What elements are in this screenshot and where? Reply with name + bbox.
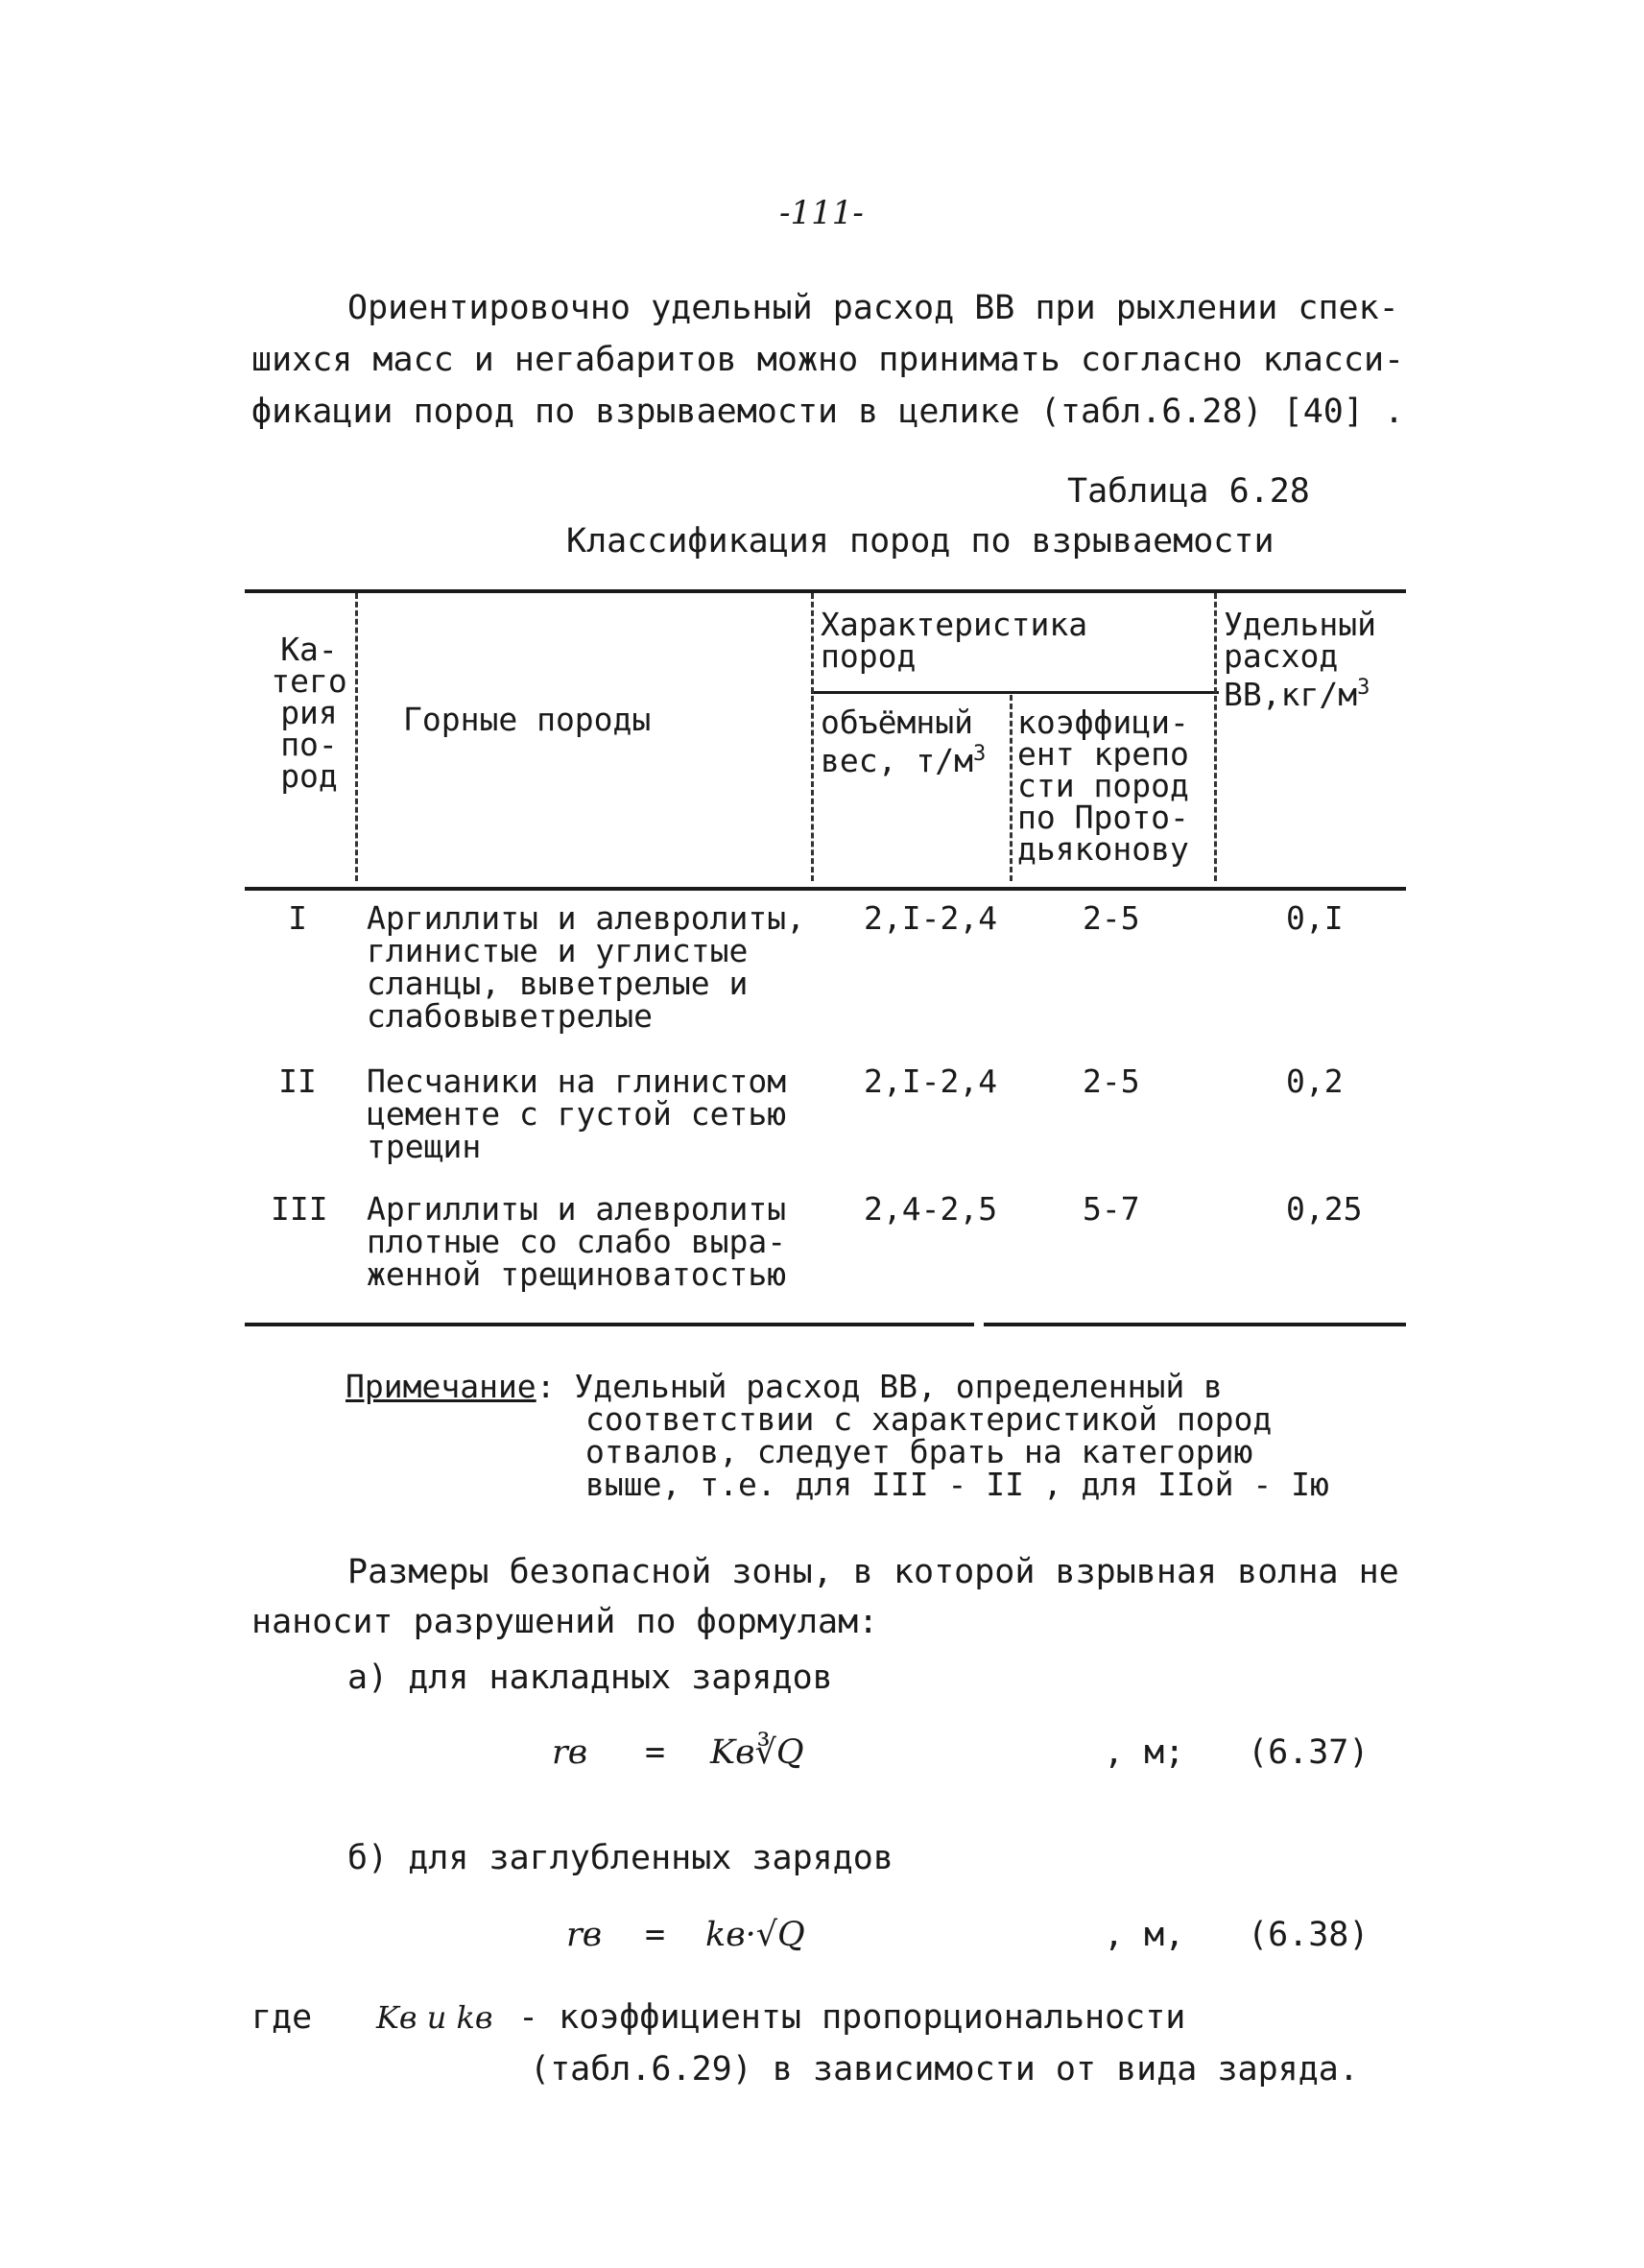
row-rocks-line: глинистые и углистые [367,932,749,969]
row-consumption: 0,2 [1286,1062,1344,1100]
formula-equals: = [645,1733,666,1772]
header-category-line: Ка- [280,631,338,668]
formula-number: (6.38) [1248,1916,1370,1954]
note-label: Примечание [345,1368,536,1405]
row-consumption: 0,25 [1286,1190,1363,1228]
header-category-line: по- [280,726,338,763]
formula-unit: , м; [1104,1733,1185,1772]
formula-rhs: kв·√Q [705,1916,805,1954]
header-category-line: род [280,757,338,795]
intro-line: Ориентировочно удельный расход ВВ при рыхлении спек- [347,289,1399,327]
header-characteristics [821,606,1088,675]
header-strength [1017,704,1189,868]
note-line: отвалов, следует брать на категорию [585,1433,1253,1470]
header-volume-weight-line: вес, т/м [821,742,973,779]
row-volume-weight: 2,4-2,5 [864,1190,998,1228]
header-strength-line: по Прото- [1017,799,1189,836]
row-rocks [367,899,805,1035]
intro-line: фикации пород по взрываемости в целике (табл.6.28) [40] . [251,393,1405,431]
row-rocks-line: женной трещиноватостью [367,1255,787,1293]
note-line: соответствии с характеристикой пород [585,1400,1273,1438]
note-line: : Удельный расход ВВ, определенный в [536,1368,1223,1405]
formula-equals: = [645,1916,666,1954]
header-category-line: тего [271,662,347,700]
where-line: - коэффициенты пропорциональности [518,1998,1186,2037]
where-line: (табл.6.29) в зависимости от вида заряда. [530,2050,1359,2089]
case-b-label: б) для заглубленных зарядов [347,1839,893,1877]
row-volume-weight: 2,I-2,4 [864,1062,998,1100]
header-characteristics-line: Характеристика [821,606,1088,643]
characteristics-sub-rule [811,691,1219,694]
formula-lhs: rв [552,1733,588,1772]
safe-zone-line: наносит разрушений по формулам: [251,1603,879,1641]
where-label: где [251,1998,313,2037]
formula-lhs: rв [566,1916,603,1954]
table-top-rule [245,589,1406,593]
unit-superscript: 3 [1357,676,1370,700]
table-bottom-rule [984,1323,1406,1326]
row-consumption: 0,I [1286,899,1344,937]
table-header-rule [245,887,1406,891]
header-category-line: рия [280,694,338,731]
row-rocks-line: Аргиллиты и алевролиты, [367,899,805,937]
header-strength-line: сти пород [1017,767,1189,804]
row-category: III [271,1190,328,1228]
formula-unit: , м, [1104,1916,1185,1954]
row-strength: 2-5 [1083,899,1140,937]
row-rocks-line: Аргиллиты и алевролиты [367,1190,787,1228]
row-volume-weight: 2,I-2,4 [864,899,998,937]
row-strength: 2-5 [1083,1062,1140,1100]
header-rocks: Горные породы [403,701,652,738]
header-strength-line: дьяконову [1017,830,1189,868]
header-volume-weight [821,704,987,779]
header-consumption-line: расход [1224,637,1339,675]
table-label: Таблица 6.28 [1067,472,1310,511]
column-separator [1010,695,1013,881]
row-rocks-line: плотные со слабо выра- [367,1223,787,1260]
row-rocks-line: трещин [367,1128,482,1165]
row-category: I [288,899,307,937]
column-separator [355,593,358,881]
header-volume-weight-line: объёмный [821,704,973,741]
where-symbols: Kв и kв [376,1999,493,2036]
formula-rhs: Kв∛Q [710,1733,804,1772]
header-consumption-line: Удельный [1224,606,1376,643]
intro-line: шихся масс и негабаритов можно принимать согласно класси- [251,341,1405,379]
safe-zone-line: Размеры безопасной зоны, в которой взрывная волна не [347,1553,1399,1591]
row-rocks [367,1062,787,1165]
row-category: II [278,1062,317,1100]
header-consumption-line: ВВ,кг/м [1224,676,1358,713]
row-rocks-line: слабовыветрелые [367,997,654,1035]
note-first-line [345,1368,1223,1405]
header-characteristics-line: пород [821,637,917,675]
header-strength-line: коэффици- [1017,704,1189,741]
page-number: -111- [779,194,864,232]
row-strength: 5-7 [1083,1190,1140,1228]
case-a-label: а) для накладных зарядов [347,1659,833,1697]
row-rocks [367,1190,787,1293]
row-rocks-line: сланцы, выветрелые и [367,965,749,1002]
header-consumption [1224,606,1376,713]
table-bottom-rule [245,1323,974,1326]
table-title: Классификация пород по взрываемости [566,522,1275,561]
header-category [267,631,351,795]
note-line: выше, т.е. для III - II , для IIой - Iю [585,1466,1329,1503]
formula-number: (6.37) [1248,1733,1370,1772]
column-separator [811,593,814,881]
row-rocks-line: цементе с густой сетью [367,1095,787,1133]
unit-superscript: 3 [972,742,987,766]
column-separator [1214,593,1217,881]
row-rocks-line: Песчаники на глинистом [367,1062,787,1100]
header-strength-line: ент крепо [1017,735,1189,773]
